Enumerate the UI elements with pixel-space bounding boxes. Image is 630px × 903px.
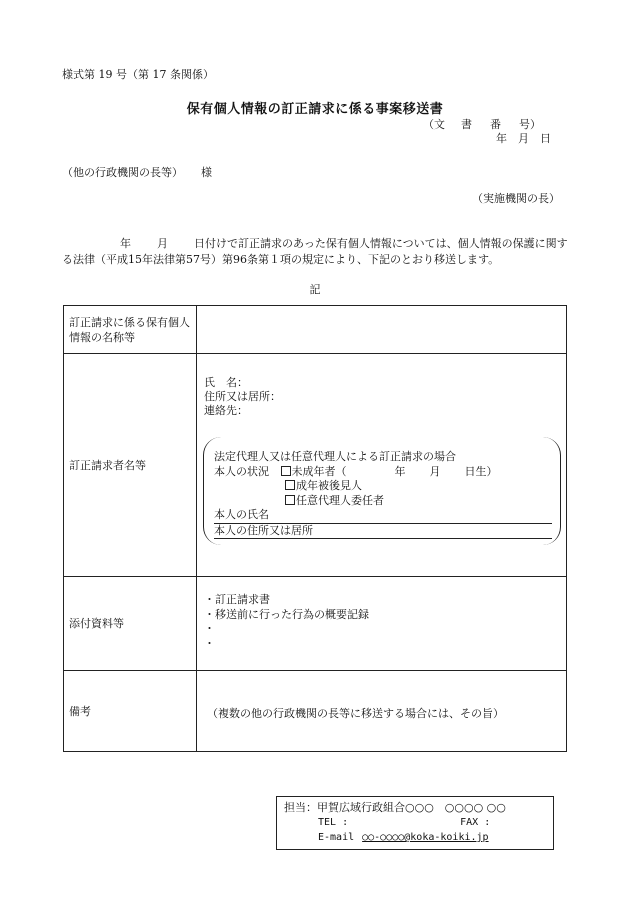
contact-email bbox=[284, 830, 553, 845]
list-item: ・訂正請求書 bbox=[204, 593, 270, 606]
body-text: 日付けで訂正請求のあった保有個人情報については、個人情報の保護に関する法律（平成15年法律第57号）第96条第１項の規定により、下記のとおり移送します。 bbox=[62, 237, 568, 266]
fax-label: FAX : bbox=[460, 817, 491, 828]
row-label-remarks: 備考 bbox=[64, 671, 197, 752]
list-item: ・ bbox=[204, 622, 215, 635]
body-paragraph bbox=[62, 236, 570, 268]
table-row bbox=[64, 577, 567, 671]
status-row bbox=[214, 494, 552, 509]
row-label-attachments: 添付資料等 bbox=[64, 577, 197, 671]
tel-label: TEL : bbox=[318, 817, 349, 828]
requester-cell bbox=[197, 354, 567, 577]
sender: （実施機関の長） bbox=[472, 192, 560, 205]
born-year: 年 bbox=[394, 464, 406, 478]
status-label: 本人の状況 bbox=[214, 464, 269, 478]
person-name-line[interactable] bbox=[214, 508, 552, 524]
person-address-label: 本人の住所又は居所 bbox=[214, 523, 313, 537]
addressee bbox=[62, 164, 212, 180]
born-day: 日生） bbox=[464, 464, 498, 478]
info-name-cell bbox=[197, 306, 567, 354]
doc-number-part: 書 bbox=[461, 118, 472, 131]
proxy-heading: 法定代理人又は任意代理人による訂正請求の場合 bbox=[214, 450, 456, 463]
document-title: 保有個人情報の訂正請求に係る事案移送書 bbox=[186, 102, 444, 117]
person-name-label: 本人の氏名 bbox=[214, 508, 269, 521]
adult-ward-checkbox[interactable] bbox=[285, 480, 295, 490]
born-month: 月 bbox=[429, 464, 441, 478]
contact-person: 担当：甲賀広域行政組合○○○ ○○○○ ○○ bbox=[284, 801, 506, 814]
table-row bbox=[64, 671, 567, 752]
table-row bbox=[64, 306, 567, 354]
requester-name-label: 氏 名： bbox=[204, 376, 248, 389]
adult-ward-label: 成年被後見人 bbox=[296, 479, 362, 492]
status-row bbox=[214, 465, 552, 480]
table-row bbox=[64, 354, 567, 577]
requester-details bbox=[204, 376, 281, 418]
minor-label: 未成年者（ bbox=[291, 464, 347, 478]
addressee-suffix: 様 bbox=[201, 166, 212, 179]
person-address-line[interactable] bbox=[214, 524, 552, 540]
doc-number-part: 番 bbox=[490, 118, 501, 131]
attachments-list bbox=[204, 593, 369, 651]
list-item: ・移送前に行った行為の概要記録 bbox=[204, 607, 369, 621]
contact-phone-fax bbox=[284, 815, 553, 830]
email-label: E-mail bbox=[318, 832, 355, 843]
date-line: 年 月 日 bbox=[496, 132, 551, 145]
status-row bbox=[214, 479, 552, 494]
requester-contact-label: 連絡先： bbox=[204, 404, 248, 417]
doc-number-part: 号） bbox=[519, 118, 541, 131]
row-label-info-name: 訂正請求に係る保有個人情報の名称等 bbox=[64, 306, 197, 354]
row-label-requester: 訂正請求者名等 bbox=[64, 354, 197, 577]
addressee-name: （他の行政機関の長等） bbox=[62, 166, 183, 179]
doc-number-part: （文 bbox=[423, 118, 445, 131]
body-year: 年 bbox=[120, 237, 131, 250]
remarks-cell bbox=[197, 671, 567, 752]
contact-box bbox=[276, 796, 554, 850]
proxy-section bbox=[214, 450, 552, 539]
ki-heading: 記 bbox=[309, 283, 321, 296]
minor-checkbox[interactable] bbox=[281, 466, 291, 476]
body-month: 月 bbox=[157, 237, 168, 250]
transfer-table bbox=[63, 305, 567, 752]
email-link[interactable]: ○○-○○○○@koka-koiki.jp bbox=[362, 832, 489, 843]
attachments-cell bbox=[197, 577, 567, 671]
form-number: 様式第 19 号（第 17 条関係） bbox=[62, 68, 214, 81]
delegator-checkbox[interactable] bbox=[285, 495, 295, 505]
list-item: ・ bbox=[204, 636, 215, 650]
remarks-text: （複数の他の行政機関の長等に移送する場合には、その旨） bbox=[207, 707, 504, 720]
delegator-label: 任意代理人委任者 bbox=[296, 493, 384, 507]
requester-address-label: 住所又は居所： bbox=[204, 390, 281, 403]
